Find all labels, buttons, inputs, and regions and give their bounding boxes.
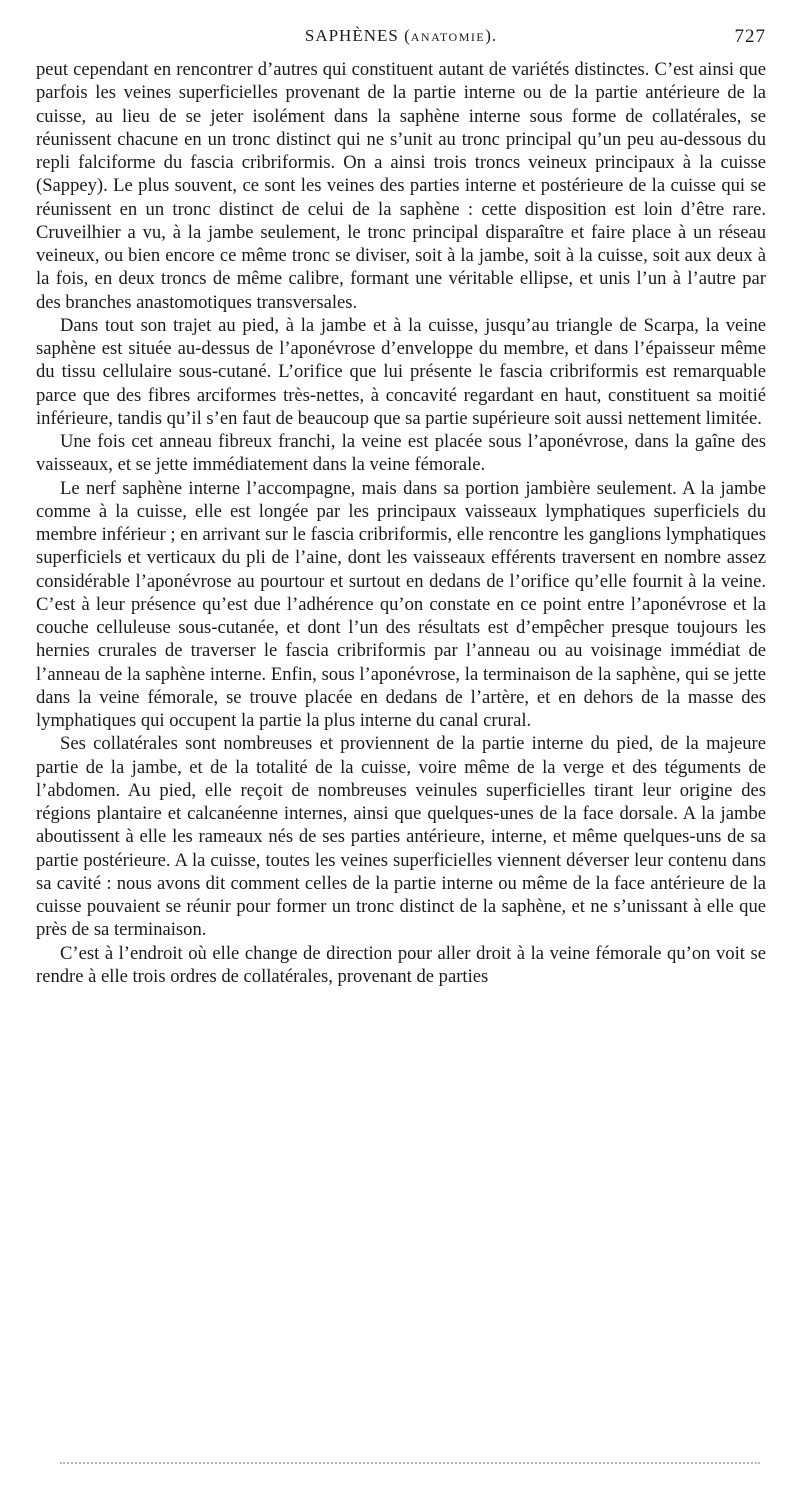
paragraph-5: Ses collatérales sont nombreuses et proviennent de la partie interne du pied, de la majeure partie de la jambe, et de la totalité de la cuisse, voire même de la verge et des téguments de l’abdomen. Au pied, elle reçoit de nombreuses veinules superficielles tirant leur origine des régions plantaire et calcanéenne internes, ainsi que quelques-unes de la face dorsale. A la jambe aboutissent à elle les rameaux nés de ses parties antérieure, interne, et même quelques-uns de sa partie postérieure. A la cuisse, toutes les veines superficielles viennent déverser leur contenu dans sa cavité : nous avons dit comment celles de la partie interne ou même de la face antérieure de la cuisse pouvaient se réunir pour former un tronc distinct de la saphène, et ne s’unissant à elle que près de sa terminaison. — [36, 733, 766, 941]
paragraph-3: Une fois cet anneau fibreux franchi, la veine est placée sous l’aponévrose, dans la gaîne des vaisseaux, et se jette immédiatement dans la veine fémorale. — [36, 431, 766, 476]
page-number: 727 — [734, 26, 766, 47]
paragraph-6: C’est à l’endroit où elle change de direction pour aller droit à la veine fémorale qu’on voit se rendre à elle trois ordres de collatérales, provenant de parties — [36, 942, 766, 987]
page — [36, 26, 766, 988]
footer-bleed-through-line — [60, 1462, 760, 1464]
paragraph-1: peut cependant en rencontrer d’autres qui constituent autant de variétés distinctes. C’est ainsi que parfois les veines superficielles provenant de la partie interne ou de la partie antérieure de la cuisse, au lieu de se jeter isolément dans la saphène interne sous forme de collatérales, se réunissent chacune en un tronc distinct qui ne s’unit au tronc principal qu’un peu au-dessous du repli falciforme du fascia cribriformis. On a ainsi trois troncs veineux principaux à la cuisse (Sappey). Le plus souvent, ce sont les veines des parties interne et postérieure de la cuisse qui se réunissent en un tronc distinct de celui de la saphène : cette disposition est loin d’être rare. Cruveilhier a vu, à la jambe seulement, le tronc principal disparaître et faire place à un réseau veineux, ou bien encore ce même tronc se diviser, soit à la jambe, soit à la cuisse, soit aux deux à la fois, en deux troncs de même calibre, formant une véritable ellipse, et unis l’un à l’autre par des branches anastomotiques transversales. — [36, 59, 766, 313]
paragraph-4: Le nerf saphène interne l’accompagne, mais dans sa portion jambière seulement. A la jambe comme à la cuisse, elle est longée par les principaux vaisseaux lymphatiques superficiels du membre inférieur ; en arrivant sur le fascia cribriformis, elle rencontre les ganglions lymphatiques superficiels et verticaux du pli de l’aine, dont les vaisseaux efférents traversent en nombre assez considérable l’aponévrose au pourtour et surtout en dedans de l’orifice qu’elle fournit à la veine. C’est à leur présence qu’est due l’adhérence qu’on constate en ce point entre l’aponévrose et la couche celluleuse sous-cutanée, et dont l’un des résultats est d’empêcher presque toujours les hernies crurales de traverser le fascia cribriformis par l’anneau ou au voisinage immédiat de l’anneau de la saphène interne. Enfin, sous l’aponévrose, la terminaison de la saphène, qui se jette dans la veine fémorale, se trouve placée en dedans de l’artère, et en dehors de la masse des lymphatiques qui occupent la partie la plus interne du canal crural. — [36, 477, 766, 731]
paragraph-2: Dans tout son trajet au pied, à la jambe et à la cuisse, jusqu’au triangle de Scarpa, la veine saphène est située au-dessus de l’aponévrose d’enveloppe du membre, et dans l’épaisseur même du tissu cellulaire sous-cutané. L’orifice que lui présente le fascia cribriformis est remarquable parce que des fibres arciformes très-nettes, à concavité regardant en haut, constituent sa moitié inférieure, tandis qu’il s’en faut de beaucoup que sa partie supérieure soit aussi nettement limitée. — [36, 314, 766, 429]
body-text — [36, 58, 766, 988]
running-title-end: ). — [485, 26, 498, 45]
running-title-small-caps: ANATOMIE — [410, 30, 486, 44]
running-title-main: SAPHÈNES ( — [304, 26, 411, 45]
running-title — [36, 26, 766, 46]
running-head — [36, 26, 766, 52]
